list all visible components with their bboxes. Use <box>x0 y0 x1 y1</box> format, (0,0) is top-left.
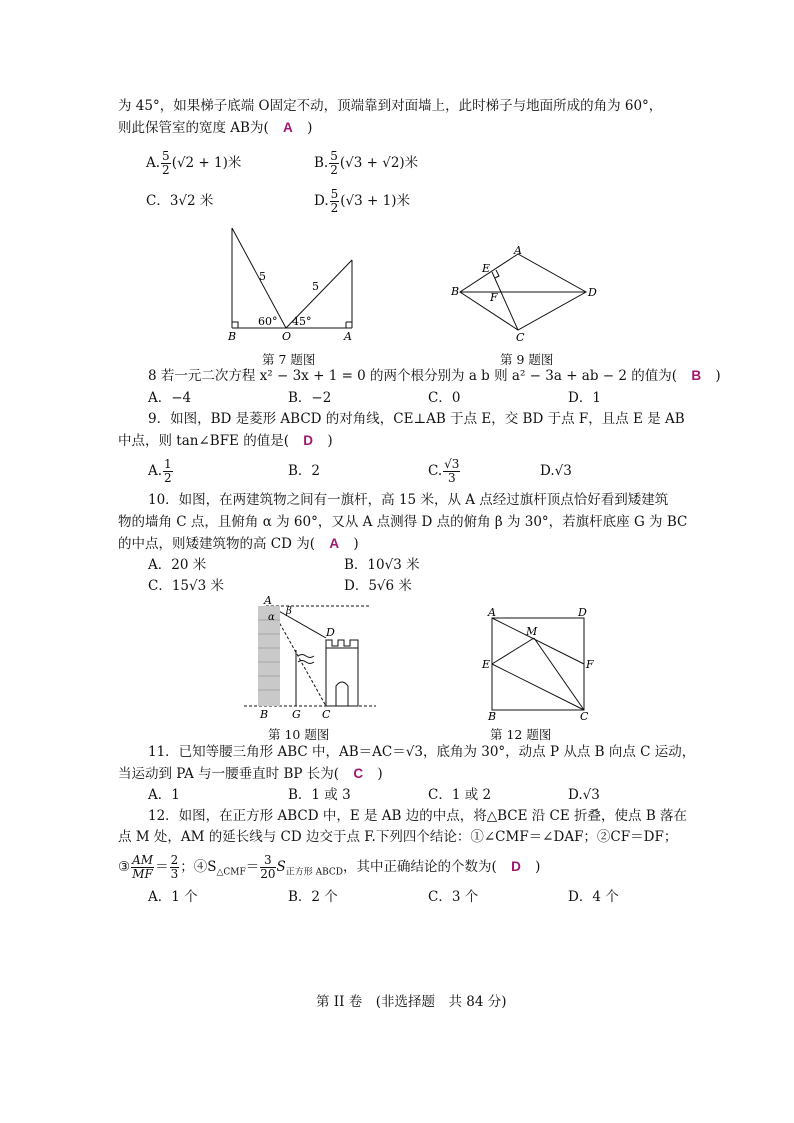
q10-option-a: A．20 米 <box>148 557 207 573</box>
q12-line1: 12．如图，在正方形 ABCD 中，E 是 AB 边的中点，将△BCE 沿 CE 折叠，使点 B 落在 <box>148 808 688 824</box>
fig10-label-a: A <box>264 594 272 607</box>
fig12-label-f: F <box>586 658 594 671</box>
fig9-label-d: D <box>588 286 597 299</box>
fig10-label-alpha: α <box>268 612 275 623</box>
q12-option-d: D．4 个 <box>568 889 619 905</box>
figure-q9-rhombus <box>448 242 608 346</box>
q8-option-a: A．−4 <box>148 390 192 406</box>
fig7-label-o: O <box>282 330 292 342</box>
figure-q9-caption: 第 9 题图 <box>500 352 554 367</box>
q7-option-b: B. $\frac{5}{2}$ (√3 + √2)米 <box>314 149 419 177</box>
q8-option-b: B．−2 <box>288 390 332 406</box>
fig12-label-d: D <box>578 606 587 619</box>
q10-option-c: C．15√3 米 <box>148 578 224 594</box>
fig12-label-e: E <box>482 658 491 671</box>
section-title: 第 II 卷 (非选择题 共 84 分) <box>316 994 507 1010</box>
q12-option-b: B．2 个 <box>288 889 338 905</box>
q7-line2: 则此保管室的宽度 AB为( A ) <box>118 120 313 136</box>
q10-line3: 的中点，则矮建筑物的高 CD 为( A ) <box>118 536 359 552</box>
figure-q7-caption: 第 7 题图 <box>262 352 316 367</box>
fig7-label-5b: 5 <box>312 280 319 293</box>
q9-option-d: D.√3 <box>540 463 572 479</box>
q12-line2: 点 M 处，AM 的延长线与 CD 边交于点 F.下列四个结论：①∠CMF＝∠DAF；②CF＝DF； <box>118 829 678 845</box>
q7-option-c: C．3√2 米 <box>146 193 214 209</box>
fig10-label-g: G <box>292 708 301 721</box>
q12-answer: D <box>511 859 521 874</box>
fig7-label-b: B <box>228 330 237 342</box>
q9-option-c: C. $\frac{√3}{3}$ <box>428 457 460 485</box>
figure-q10-caption: 第 10 题图 <box>268 727 330 742</box>
q7-line1: 为 45°，如果梯子底端 O固定不动，顶端靠到对面墙上，此时梯子与地面所成的角为 60°， <box>118 98 663 114</box>
figure-q12-square <box>474 604 604 722</box>
q11-option-d: D.√3 <box>568 787 600 803</box>
q10-option-d: D．5√6 米 <box>344 578 412 594</box>
q10-answer: A <box>329 536 340 551</box>
q7-option-a: A. $\frac{5}{2}$ (√2 + 1)米 <box>146 149 242 177</box>
fig12-label-c: C <box>580 710 589 722</box>
fig7-label-5a: 5 <box>259 270 266 283</box>
fig10-label-c: C <box>322 708 331 721</box>
figure-q10-buildings <box>240 594 380 724</box>
fig9-label-a: A <box>514 244 522 257</box>
fig12-label-a: A <box>488 606 496 619</box>
q9-answer: D <box>303 433 314 448</box>
q7-answer: A <box>283 120 293 135</box>
q10-line1: 10．如图，在两建筑物之间有一旗杆，高 15 米，从 A 点经过旗杆顶点恰好看到矮建筑 <box>148 492 669 508</box>
figure-q12-caption: 第 12 题图 <box>490 727 552 742</box>
fig9-label-b: B <box>451 285 460 298</box>
q11-answer: C <box>353 766 364 781</box>
q10-option-b: B．10√3 米 <box>344 557 420 573</box>
q12-option-c: C．3 个 <box>428 889 479 905</box>
fig7-label-60: 60° <box>258 315 278 328</box>
fig9-label-c: C <box>516 331 525 344</box>
fig12-label-m: M <box>526 625 538 638</box>
figure-q7-ladder <box>220 222 360 342</box>
q8-option-d: D．1 <box>568 390 601 406</box>
q12-option-a: A．1 个 <box>148 889 198 905</box>
q9-line1: 9．如图，BD 是菱形 ABCD 的对角线，CE⊥AB 于点 E，交 BD 于点 F，且点 E 是 AB <box>148 411 685 427</box>
fig12-label-b: B <box>488 710 497 722</box>
q11-option-c: C．1 或 2 <box>428 787 492 803</box>
q8-answer: B <box>691 368 702 383</box>
q7-option-d: D. $\frac{5}{2}$ (√3 + 1)米 <box>314 187 410 215</box>
fig9-label-e: E <box>482 262 491 275</box>
q8-line: 8 若一元二次方程 x² − 3x + 1 = 0 的两个根分别为 a b 则 a² − 3a + ab − 2 的值为( B ) <box>148 368 721 384</box>
fig7-label-a: A <box>344 330 352 342</box>
fig10-label-b: B <box>260 708 269 721</box>
fig7-label-45: 45° <box>292 315 312 328</box>
fig10-label-beta: β <box>286 606 292 617</box>
q10-line2: 物的墙角 C 点，且俯角 α 为 60°，又从 A 点测得 D 点的俯角 β 为 30°，若旗杆底座 G 为 BC <box>118 514 688 530</box>
q11-line2: 当运动到 PA 与一腰垂直时 BP 长为( C ) <box>118 766 383 782</box>
q9-option-b: B．2 <box>288 463 321 479</box>
q12-line3: ③ $\frac{AM}{MF}$ ＝ $\frac{2}{3}$ ；$④S_{\triangle CMF}=$ $\frac{3}{20}$ $S_{正方形 ABCD}$，其中正确结论的个数为( D ) <box>118 853 541 881</box>
q11-option-a: A．1 <box>148 787 180 803</box>
q9-line2: 中点，则 tan∠BFE 的值是( D ) <box>118 433 333 449</box>
q9-option-a: A. $\frac{1}{2}$ <box>148 457 172 485</box>
q11-option-b: B．1 或 3 <box>288 787 351 803</box>
q11-line1: 11．已知等腰三角形 ABC 中，AB＝AC＝√3，底角为 30°，动点 P 从点 B 向点 C 运动， <box>148 744 696 760</box>
fig9-label-f: F <box>490 291 498 304</box>
fig10-label-d: D <box>326 626 335 639</box>
q8-option-c: C．0 <box>428 390 461 406</box>
